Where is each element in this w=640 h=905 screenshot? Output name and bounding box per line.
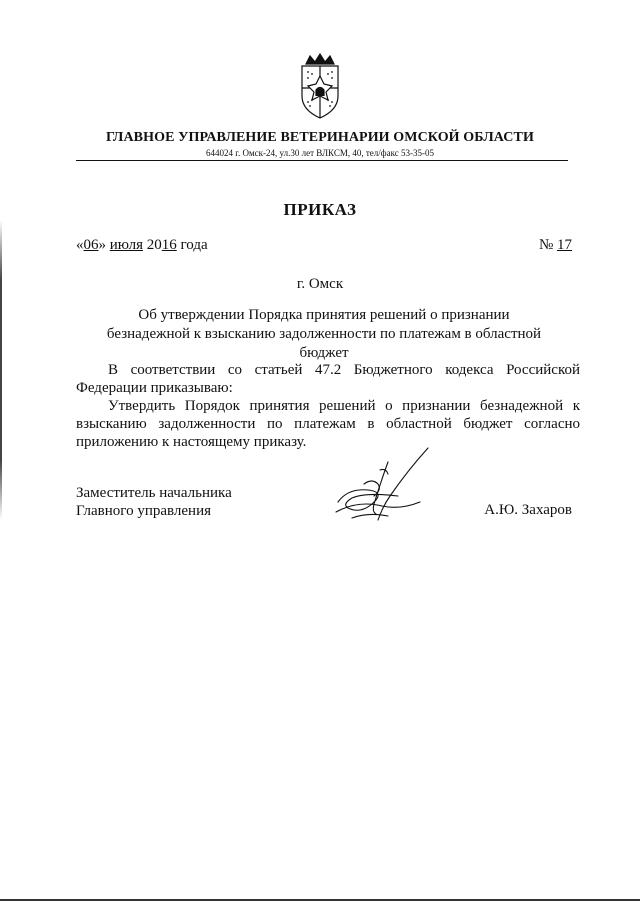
scan-edge-bottom xyxy=(0,899,640,901)
date-year-prefix: 20 xyxy=(146,237,162,253)
body-paragraph-2: Утвердить Порядок принятия решений о признании безнадежной к взысканию задолженности по платежам в областной бюджет согласно приложению к настоящему приказу. xyxy=(76,398,580,450)
document-type-title: ПРИКАЗ xyxy=(283,200,357,219)
organization-title: ГЛАВНОЕ УПРАВЛЕНИЕ ВЕТЕРИНАРИИ ОМСКОЙ ОБЛАСТИ xyxy=(106,130,534,145)
document-number xyxy=(539,237,572,254)
number-value: 17 xyxy=(557,237,572,253)
signer-name: А.Ю. Захаров xyxy=(484,502,572,518)
date-year-suffix: 16 xyxy=(161,237,177,253)
date-day: 06 xyxy=(83,237,99,253)
document-city: г. Омск xyxy=(296,276,344,292)
handwritten-signature-icon xyxy=(328,440,438,530)
scan-edge-left xyxy=(0,220,2,520)
body-paragraph-1: В соответствии со статьей 47.2 Бюджетного кодекса Российской Федерации приказываю: xyxy=(76,362,580,396)
date-close-quote: » xyxy=(98,237,106,253)
number-label: № xyxy=(538,237,554,253)
document-subject: Об утверждении Порядка принятия решений о признании безнадежной к взысканию задолженности по платежам в областной бюджет xyxy=(106,307,542,361)
header-divider xyxy=(76,160,568,161)
document-date xyxy=(76,237,208,254)
signer-position-line-2: Главного управления xyxy=(76,503,211,519)
omsk-region-coat-of-arms-icon xyxy=(296,52,344,122)
date-open-quote: « xyxy=(76,237,84,253)
organization-address: 644024 г. Омск-24, ул.30 лет ВЛКСМ, 40, тел/факс 53-35-05 xyxy=(206,148,434,158)
document-body xyxy=(76,361,580,451)
date-month: июля xyxy=(109,237,143,253)
signer-position xyxy=(76,484,232,520)
signer-position-line-1: Заместитель начальника xyxy=(76,485,232,501)
date-word: года xyxy=(180,237,208,253)
